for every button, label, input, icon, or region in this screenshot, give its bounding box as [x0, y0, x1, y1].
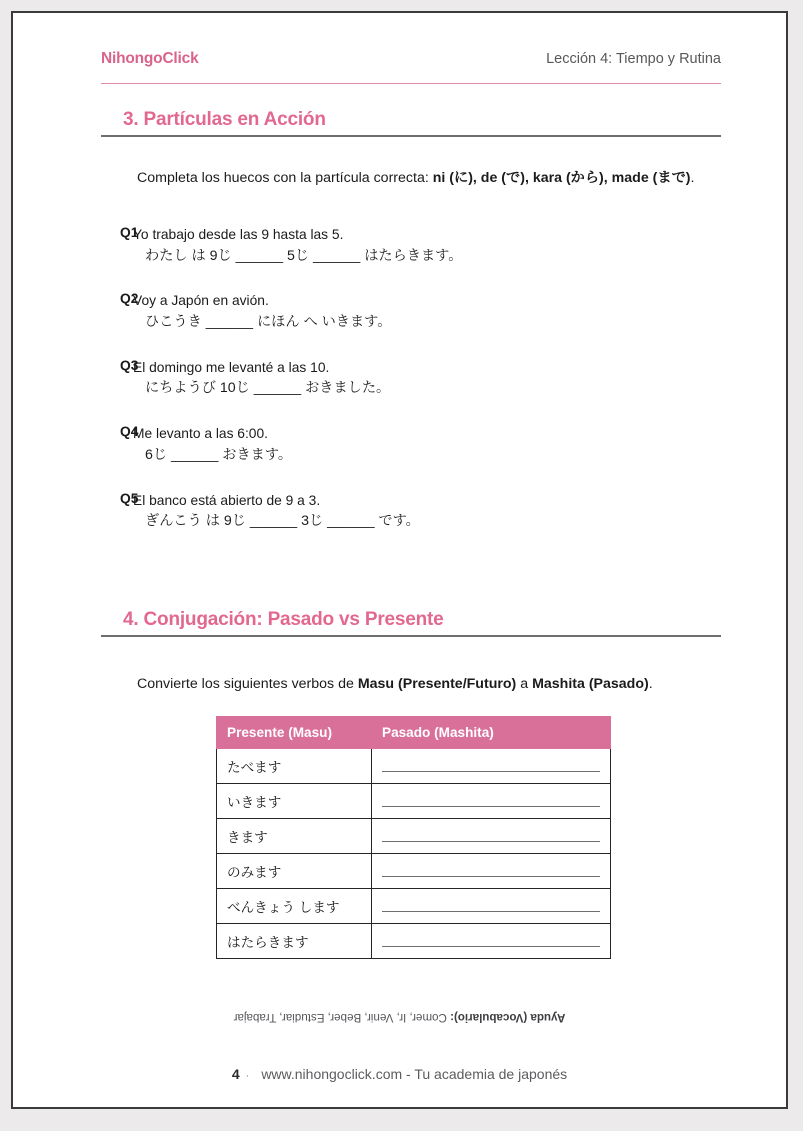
question-item: [101, 491, 721, 533]
question-spanish: Me levanto a las 6:00.: [133, 426, 268, 442]
brand-logo-text: NihongoClick: [101, 50, 199, 67]
section-3-instruction: [101, 167, 721, 189]
conjugation-table: [216, 716, 611, 959]
section-4-title: 4. Conjugación: Pasado vs Presente: [123, 609, 444, 630]
question-japanese-blank[interactable]: ひこうき ______ にほん へ いきます。: [145, 313, 392, 330]
instruction-mid: a: [516, 676, 533, 693]
cell-present-verb: はたらきます: [217, 924, 372, 959]
question-body: [133, 358, 721, 400]
section-3-heading: [101, 109, 721, 137]
instruction-mashita: Mashita (Pasado): [532, 676, 649, 693]
footer-website-text: www.nihongoclick.com - Tu academia de japonés: [261, 1066, 568, 1082]
question-spanish: Voy a Japón en avión.: [133, 293, 269, 309]
cell-present-verb: べんきょう します: [217, 889, 372, 924]
question-japanese-blank[interactable]: ぎんこう は 9じ ______ 3じ ______ です。: [145, 513, 420, 530]
document-header: [101, 50, 721, 68]
instruction-prefix: Convierte los siguientes verbos de: [137, 676, 358, 693]
cell-present-verb: きます: [217, 819, 372, 854]
question-number: Q4: [120, 424, 139, 440]
page-number: 4: [231, 1066, 240, 1082]
page-content: [13, 13, 786, 1107]
cell-past-answer[interactable]: [372, 924, 611, 959]
section-4-heading: [101, 609, 721, 637]
table-row: [217, 854, 611, 889]
vocabulary-help-upsidedown: [13, 1011, 786, 1024]
column-header-pasado: Pasado (Mashita): [372, 717, 611, 749]
cell-past-answer[interactable]: [372, 889, 611, 924]
question-number: Q2: [120, 291, 139, 307]
section-4-instruction: [101, 673, 721, 695]
table-row: [217, 889, 611, 924]
answer-blank-line: [382, 876, 600, 878]
answer-blank-line: [382, 911, 600, 913]
question-japanese-blank[interactable]: わたし は 9じ ______ 5じ ______ はたらきます。: [145, 247, 463, 264]
question-item: [101, 424, 721, 466]
vocabulary-help-words: Comer, Ir, Venir, Beber, Estudiar, Trabajar: [233, 1011, 451, 1024]
question-number: Q3: [120, 357, 139, 373]
question-item: [101, 291, 721, 333]
question-japanese-blank[interactable]: 6じ ______ おきます。: [145, 446, 293, 463]
vocabulary-help-label: Ayuda (Vocabulario):: [450, 1011, 566, 1024]
cell-past-answer[interactable]: [372, 749, 611, 784]
cell-present-verb: たべます: [217, 749, 372, 784]
question-item: [101, 358, 721, 400]
document-footer: [13, 1066, 786, 1082]
question-spanish: El domingo me levanté a las 10.: [133, 359, 330, 375]
cell-present-verb: いきます: [217, 784, 372, 819]
worksheet-page: [11, 11, 788, 1109]
question-number: Q5: [120, 490, 139, 506]
instruction-particles: ni (に), de (で), kara (から), made (まで): [432, 170, 691, 187]
question-body: [133, 291, 721, 333]
table-header-row: [217, 717, 611, 749]
cell-past-answer[interactable]: [372, 854, 611, 889]
section-4-divider: [101, 635, 721, 637]
answer-blank-line: [382, 771, 600, 773]
question-number: Q1: [120, 225, 139, 240]
cell-present-verb: のみます: [217, 854, 372, 889]
section-3-divider: [101, 135, 721, 137]
section-3-title: 3. Partículas en Acción: [123, 109, 326, 130]
column-header-presente: Presente (Masu): [217, 717, 372, 749]
instruction-masu: Masu (Presente/Futuro): [357, 676, 517, 693]
cell-past-answer[interactable]: [372, 819, 611, 854]
table-row: [217, 924, 611, 959]
lesson-title: Lección 4: Tiempo y Rutina: [546, 51, 721, 67]
table-row: [217, 784, 611, 819]
header-divider: [101, 83, 721, 84]
question-list: [101, 225, 721, 557]
question-body: [133, 491, 721, 533]
question-item: [101, 225, 721, 267]
question-japanese-blank[interactable]: にちようび 10じ ______ おきました。: [145, 380, 391, 397]
answer-blank-line: [382, 946, 600, 948]
question-spanish: El banco está abierto de 9 a 3.: [133, 492, 321, 508]
answer-blank-line: [382, 841, 600, 843]
question-body: [133, 424, 721, 466]
cell-past-answer[interactable]: [372, 784, 611, 819]
footer-separator: ·: [245, 1070, 250, 1082]
question-spanish: Yo trabajo desde las 9 hasta las 5.: [133, 227, 344, 242]
instruction-prefix: Completa los huecos con la partícula correcta:: [137, 170, 433, 187]
instruction-suffix: .: [648, 676, 653, 693]
question-body: [133, 225, 721, 267]
answer-blank-line: [382, 806, 600, 808]
table-row: [217, 819, 611, 854]
instruction-suffix: .: [690, 170, 695, 187]
table-row: [217, 749, 611, 784]
